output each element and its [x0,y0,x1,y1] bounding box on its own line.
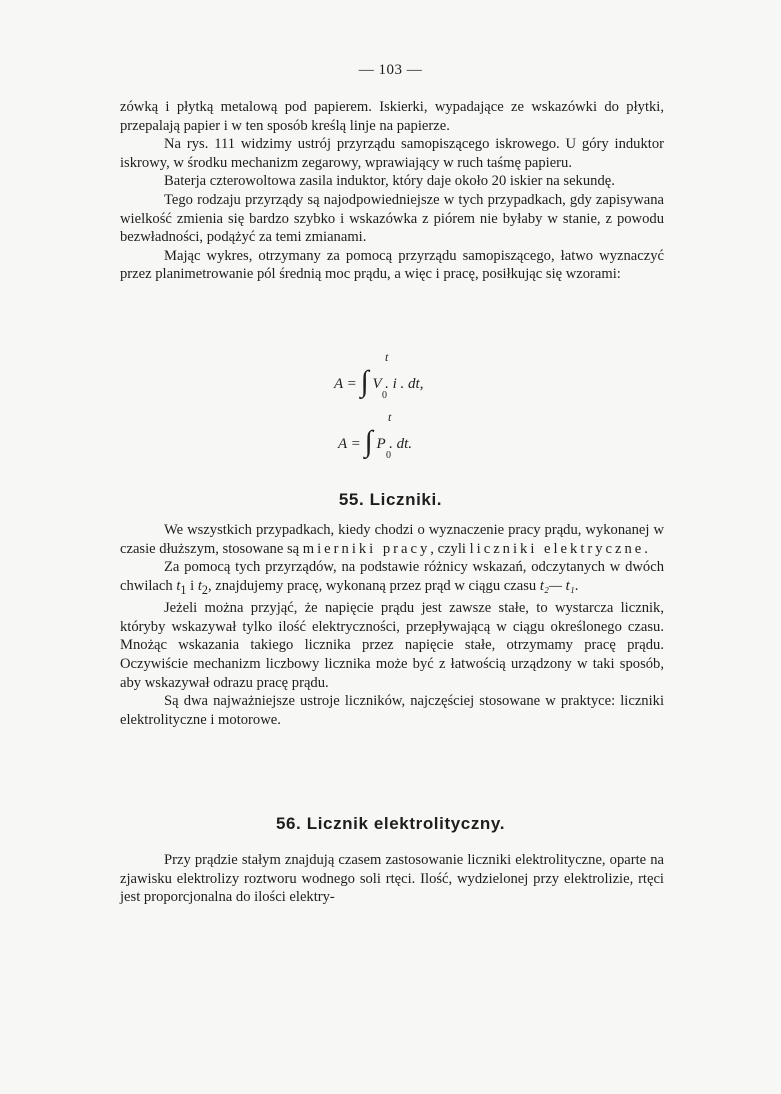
integral-sign: ∫ [360,365,369,398]
formula-work-vi [334,350,424,401]
formula-lhs: A = [334,376,357,392]
paragraph [120,558,664,599]
upper-limit: t [385,350,389,364]
section-56-body [120,851,664,907]
variable: t [176,577,181,594]
section-heading-56: 56. Licznik elektrolityczny. [275,814,506,833]
text-run: We wszystkich przypadkach, kiedy chodzi o wyznaczenie pracy prądu, wykonanej w czasie dłuższym, stosowane są [120,522,664,557]
formula-work-p [338,410,413,461]
paragraph: Tego rodzaju przyrządy są najodpowiedniejsze w tych przypadkach, gdy zapisywana wielkość zmienia się bardzo szybko i wskazówka z piórem nie byłaby w stanie, z powodu bezwładności, podążyć za temi zmianami. [120,191,664,246]
page-number: — 103 — [358,62,423,78]
text-run: i [186,577,198,594]
lower-limit: 0 [382,390,387,401]
time-interval: t₂— t₁ [539,577,575,594]
paragraph: Są dwa najważniejsze ustroje liczników, najczęściej stosowane w praktyce: liczniki elektrolityczne i motorowe. [120,693,664,728]
variable: t [197,577,202,594]
subscript: 1 [180,582,187,597]
paragraph: Na rys. 111 widzimy ustrój przyrządu samopiszącego iskrowego. U góry induktor iskrowy, w środku mechanizm zegarowy, wprawiający w ruch taśmę papieru. [120,136,664,171]
section-heading-55: 55. Liczniki. [338,490,443,509]
text-run: Za pomocą tych przyrządów, na podstawie różnicy wskazań, odczytanych w dwóch chwilach [120,559,664,594]
paragraph: Baterja czterowoltowa zasila induktor, który daje około 20 iskier na sekundę. [164,173,615,190]
lower-limit: 0 [386,450,391,461]
paragraph: Jeżeli można przyjąć, że napięcie prądu jest zawsze stałe, to wystarcza licznik, któryby wskazywał tylko ilość elektryczności, przepływającą w ciągu określonego czasu. Mnożąc wskazania takiego licznika przez napięcie stałe, otrzymamy pracę prądu. Oczywiście mechanizm liczbowy licznika może być z łatwością urządzony w taki sposób, aby wskazywał odrazu pracę prądu. [120,600,664,691]
formula-integrand: V . i . dt, [372,376,424,392]
paragraph: Mając wykres, otrzymany za pomocą przyrządu samopiszącego, łatwo wyznaczyć przez planimetrowanie pól średnią moc prądu, a więc i pracę, posiłkując się wzorami: [120,247,664,283]
text-run: , znajdujemy pracę, wykonaną przez prąd w ciągu czasu [207,577,540,594]
spaced-term: mierniki pracy [302,540,431,557]
subscript: 2 [201,582,208,597]
text-run: . [574,577,579,594]
paragraph [120,521,664,558]
paragraph: Przy prądzie stałym znajdują czasem zastosowanie liczniki elektrolityczne, oparte na zjawisku elektrolizy roztworu wodnego soli rtęci. Ilość, wydzielonej przy elektrolizie, rtęci jest proporcjonalna do ilości elektry- [120,852,664,906]
spaced-term: liczniki elektryczne [469,540,645,557]
section-55-body [120,521,664,729]
upper-limit: t [388,410,392,424]
formula-integrand: P . dt. [376,436,413,452]
paragraph: zówką i płytką metalową pod papierem. Iskierki, wypadające ze wskazówki do płytki, przepalają papier i w ten sposób kreślą linje na papierze. [120,99,664,134]
formula-lhs: A = [338,436,361,452]
text-block-top [120,98,664,284]
text-run: , czyli [430,540,470,557]
integral-sign: ∫ [364,425,373,458]
text-run: . [644,540,648,557]
